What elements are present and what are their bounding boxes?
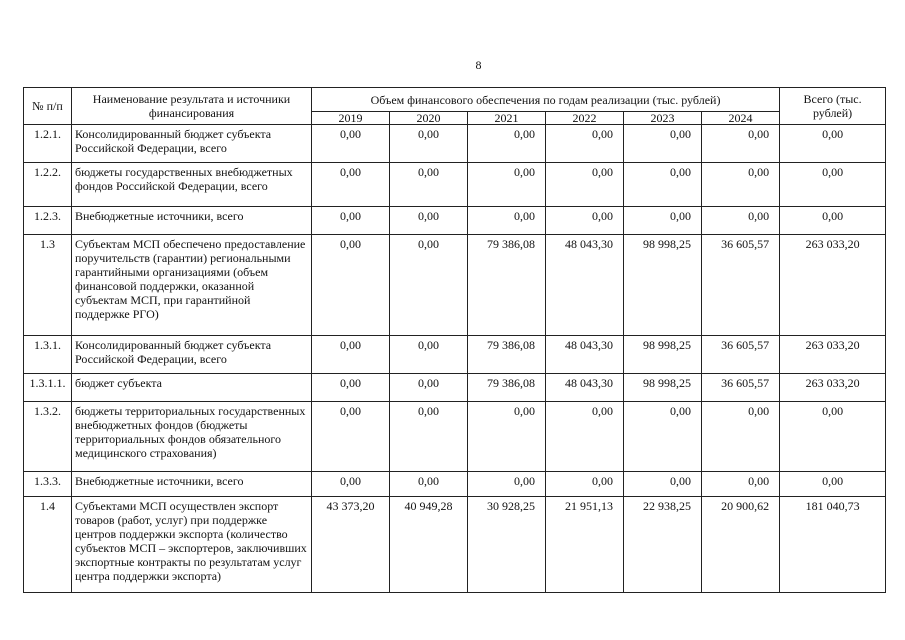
row-total: 0,00	[780, 163, 886, 207]
row-total: 0,00	[780, 207, 886, 235]
row-number: 1.3.2.	[24, 402, 72, 472]
row-value: 79 386,08	[468, 374, 546, 402]
row-value: 0,00	[312, 163, 390, 207]
header-year: 2024	[702, 112, 780, 125]
header-total: Всего (тыс. рублей)	[780, 88, 886, 125]
row-value: 0,00	[546, 125, 624, 163]
header-years-group: Объем финансового обеспечения по годам реализации (тыс. рублей)	[312, 88, 780, 112]
table-row	[24, 163, 886, 207]
row-number: 1.3.1.1.	[24, 374, 72, 402]
row-name: Внебюджетные источники, всего	[72, 472, 312, 497]
row-value: 0,00	[468, 163, 546, 207]
row-name: бюджет субъекта	[72, 374, 312, 402]
row-value: 79 386,08	[468, 336, 546, 374]
row-value: 0,00	[702, 472, 780, 497]
row-value: 30 928,25	[468, 497, 546, 593]
page-number: 8	[475, 58, 482, 72]
row-value: 79 386,08	[468, 235, 546, 336]
row-name: бюджеты государственных внебюджетных фондов Российской Федерации, всего	[72, 163, 312, 207]
header-num: № п/п	[24, 88, 72, 125]
row-total: 0,00	[780, 472, 886, 497]
row-value: 0,00	[312, 125, 390, 163]
table-row	[24, 374, 886, 402]
table-row	[24, 497, 886, 593]
row-name: Внебюджетные источники, всего	[72, 207, 312, 235]
row-number: 1.4	[24, 497, 72, 593]
row-value: 0,00	[624, 207, 702, 235]
header-year: 2023	[624, 112, 702, 125]
row-number: 1.2.2.	[24, 163, 72, 207]
row-value: 0,00	[312, 402, 390, 472]
row-value: 0,00	[468, 402, 546, 472]
row-total: 263 033,20	[780, 374, 886, 402]
table-row	[24, 125, 886, 163]
row-value: 0,00	[468, 207, 546, 235]
row-value: 0,00	[702, 207, 780, 235]
row-total: 181 040,73	[780, 497, 886, 593]
row-name: Консолидированный бюджет субъекта Российской Федерации, всего	[72, 125, 312, 163]
row-total: 263 033,20	[780, 235, 886, 336]
row-value: 43 373,20	[312, 497, 390, 593]
header-year: 2022	[546, 112, 624, 125]
row-value: 0,00	[624, 125, 702, 163]
row-value: 0,00	[390, 336, 468, 374]
row-value: 36 605,57	[702, 336, 780, 374]
row-value: 0,00	[312, 235, 390, 336]
row-value: 0,00	[390, 163, 468, 207]
row-name: Субъектам МСП обеспечено предоставление поручительств (гарантии) региональными гарантийными организациями (объем финансовой поддержки, оказанной субъектам МСП, при гарантийной поддержке РГО)	[72, 235, 312, 336]
row-value: 0,00	[390, 125, 468, 163]
row-value: 0,00	[624, 402, 702, 472]
header-year: 2020	[390, 112, 468, 125]
table-body	[24, 125, 886, 593]
row-value: 0,00	[312, 336, 390, 374]
row-value: 36 605,57	[702, 374, 780, 402]
table-row	[24, 235, 886, 336]
table-row	[24, 336, 886, 374]
row-value: 0,00	[312, 207, 390, 235]
row-value: 48 043,30	[546, 336, 624, 374]
row-number: 1.2.1.	[24, 125, 72, 163]
header-name: Наименование результата и источники финансирования	[72, 88, 312, 125]
row-value: 0,00	[312, 472, 390, 497]
row-value: 0,00	[390, 374, 468, 402]
row-number: 1.3.3.	[24, 472, 72, 497]
table-row	[24, 472, 886, 497]
row-value: 0,00	[390, 235, 468, 336]
row-number: 1.3	[24, 235, 72, 336]
row-number: 1.3.1.	[24, 336, 72, 374]
row-value: 48 043,30	[546, 374, 624, 402]
row-value: 20 900,62	[702, 497, 780, 593]
row-value: 0,00	[546, 163, 624, 207]
row-value: 0,00	[546, 402, 624, 472]
row-value: 0,00	[312, 374, 390, 402]
row-value: 0,00	[546, 207, 624, 235]
row-value: 48 043,30	[546, 235, 624, 336]
row-value: 0,00	[702, 402, 780, 472]
row-value: 0,00	[624, 472, 702, 497]
row-name: Субъектами МСП осуществлен экспорт товаров (работ, услуг) при поддержке центров поддержки экспорта (количество субъектов МСП – экспортеров, заключивших экспортные контракты по результатам услуг центра поддержки экспорта)	[72, 497, 312, 593]
row-value: 98 998,25	[624, 374, 702, 402]
table-row	[24, 402, 886, 472]
row-value: 40 949,28	[390, 497, 468, 593]
row-name: Консолидированный бюджет субъекта Российской Федерации, всего	[72, 336, 312, 374]
row-name: бюджеты территориальных государственных внебюджетных фондов (бюджеты территориальных фондов обязательного медицинского страхования)	[72, 402, 312, 472]
row-value: 0,00	[390, 472, 468, 497]
row-value: 0,00	[390, 207, 468, 235]
row-value: 0,00	[390, 402, 468, 472]
row-value: 0,00	[546, 472, 624, 497]
row-total: 0,00	[780, 402, 886, 472]
table-row	[24, 207, 886, 235]
row-value: 0,00	[468, 472, 546, 497]
row-value: 98 998,25	[624, 235, 702, 336]
header-year: 2019	[312, 112, 390, 125]
financing-table	[23, 87, 886, 593]
row-value: 0,00	[702, 125, 780, 163]
row-value: 0,00	[702, 163, 780, 207]
row-total: 263 033,20	[780, 336, 886, 374]
row-total: 0,00	[780, 125, 886, 163]
row-value: 98 998,25	[624, 336, 702, 374]
row-value: 21 951,13	[546, 497, 624, 593]
row-number: 1.2.3.	[24, 207, 72, 235]
row-value: 36 605,57	[702, 235, 780, 336]
row-value: 0,00	[468, 125, 546, 163]
row-value: 0,00	[624, 163, 702, 207]
header-year: 2021	[468, 112, 546, 125]
row-value: 22 938,25	[624, 497, 702, 593]
